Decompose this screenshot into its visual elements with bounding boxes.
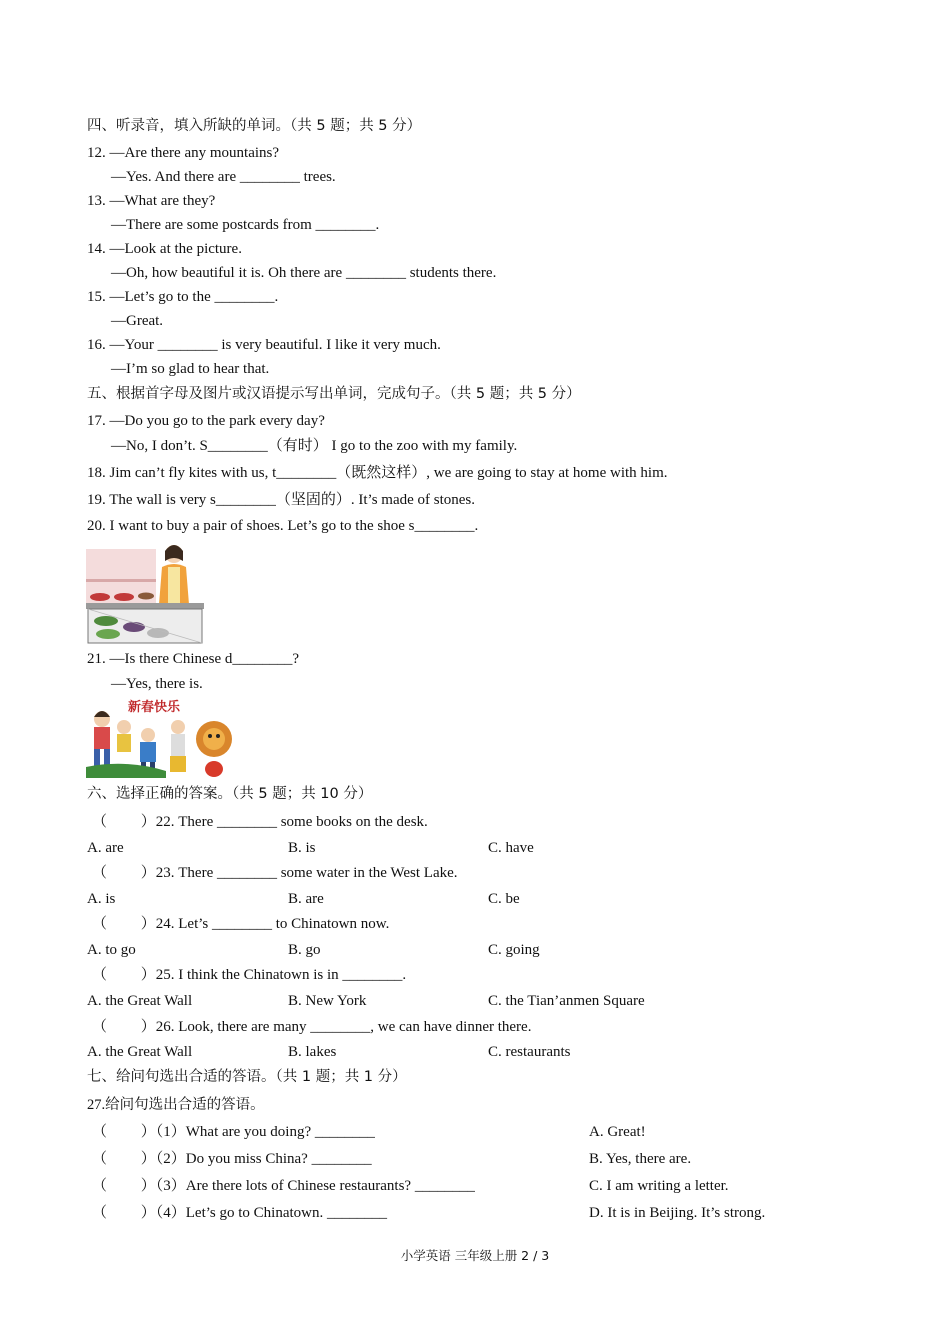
q27-answer-a: A. Great!	[589, 1124, 646, 1140]
q27-question-1: （ ）（1）What are you doing? ________	[92, 1124, 375, 1140]
page-footer: 小学英语 三年级上册 2 / 3	[400, 1248, 550, 1263]
q18-line: 18. Jim can’t fly kites with us, t________（既然这样）, we are going to stay at home with him.	[87, 465, 668, 481]
q17-line1: 17. —Do you go to the park every day?	[87, 413, 325, 429]
q26-option-c: C. restaurants	[488, 1044, 571, 1060]
q25-stem: （ ）25. I think the Chinatown is in ________.	[92, 967, 407, 983]
q22-option-a: A. are	[87, 840, 124, 856]
q26-option-a: A. the Great Wall	[87, 1044, 193, 1060]
q22-option-b: B. is	[288, 840, 316, 856]
banner-text: 新春快乐	[128, 700, 181, 715]
q25-option-a: A. the Great Wall	[87, 993, 193, 1009]
q12-line1: 12. —Are there any mountains?	[87, 145, 280, 161]
section-6-heading: 六、选择正确的答案。（共 5 题；共 10 分）	[87, 786, 373, 802]
q24-option-b: B. go	[288, 942, 321, 958]
q21-line1: 21. —Is there Chinese d________?	[87, 651, 300, 667]
q16-line2: —I’m so glad to hear that.	[111, 361, 270, 377]
q21-line2: —Yes, there is.	[111, 676, 203, 692]
q25-option-b: B. New York	[288, 993, 367, 1009]
q13-line2: —There are some postcards from ________.	[111, 217, 380, 233]
q27-question-2: （ ）（2）Do you miss China? ________	[92, 1151, 372, 1167]
q19-line: 19. The wall is very s________（坚固的）. It’s made of stones.	[87, 492, 476, 508]
section-5-heading: 五、根据首字母及图片或汉语提示写出单词，完成句子。（共 5 题；共 5 分）	[87, 386, 581, 402]
section-7-heading: 七、给问句选出合适的答语。（共 1 题；共 1 分）	[87, 1069, 407, 1085]
q23-option-b: B. are	[288, 891, 324, 907]
q23-option-c: C. be	[488, 891, 520, 907]
q27-question-4: （ ）（4）Let’s go to Chinatown. ________	[92, 1205, 387, 1221]
q27-answer-b: B. Yes, there are.	[589, 1151, 692, 1167]
q15-line1: 15. —Let’s go to the ________.	[87, 289, 279, 305]
q15-line2: —Great.	[111, 313, 164, 329]
q24-stem: （ ）24. Let’s ________ to Chinatown now.	[92, 916, 390, 932]
q14-line2: —Oh, how beautiful it is. Oh there are ________ students there.	[111, 265, 497, 281]
q16-line1: 16. —Your ________ is very beautiful. I like it very much.	[87, 337, 441, 353]
q14-line1: 14. —Look at the picture.	[87, 241, 242, 257]
shoe-store-illustration	[86, 539, 206, 644]
q12-line2: —Yes. And there are ________ trees.	[111, 169, 336, 185]
q27-question-3: （ ）（3）Are there lots of Chinese restaurants? ________	[92, 1178, 475, 1194]
q25-option-c: C. the Tian’anmen Square	[488, 993, 645, 1009]
q17-line2: —No, I don’t. S________（有时） I go to the zoo with my family.	[111, 438, 518, 454]
q26-option-b: B. lakes	[288, 1044, 337, 1060]
q27-answer-c: C. I am writing a letter.	[589, 1178, 729, 1194]
q20-line: 20. I want to buy a pair of shoes. Let’s go to the shoe s________.	[87, 518, 479, 534]
q23-option-a: A. is	[87, 891, 116, 907]
q23-stem: （ ）23. There ________ some water in the West Lake.	[92, 865, 458, 881]
q24-option-a: A. to go	[87, 942, 136, 958]
q27-title: 27.给问句选出合适的答语。	[87, 1097, 265, 1113]
q27-answer-d: D. It is in Beijing. It’s strong.	[589, 1205, 766, 1221]
q22-stem: （ ）22. There ________ some books on the desk.	[92, 814, 428, 830]
q22-option-c: C. have	[488, 840, 534, 856]
q13-line1: 13. —What are they?	[87, 193, 216, 209]
spring-festival-illustration	[86, 697, 236, 778]
q26-stem: （ ）26. Look, there are many ________, we can have dinner there.	[92, 1019, 532, 1035]
section-4-heading: 四、听录音，填入所缺的单词。（共 5 题；共 5 分）	[87, 118, 422, 134]
q24-option-c: C. going	[488, 942, 540, 958]
